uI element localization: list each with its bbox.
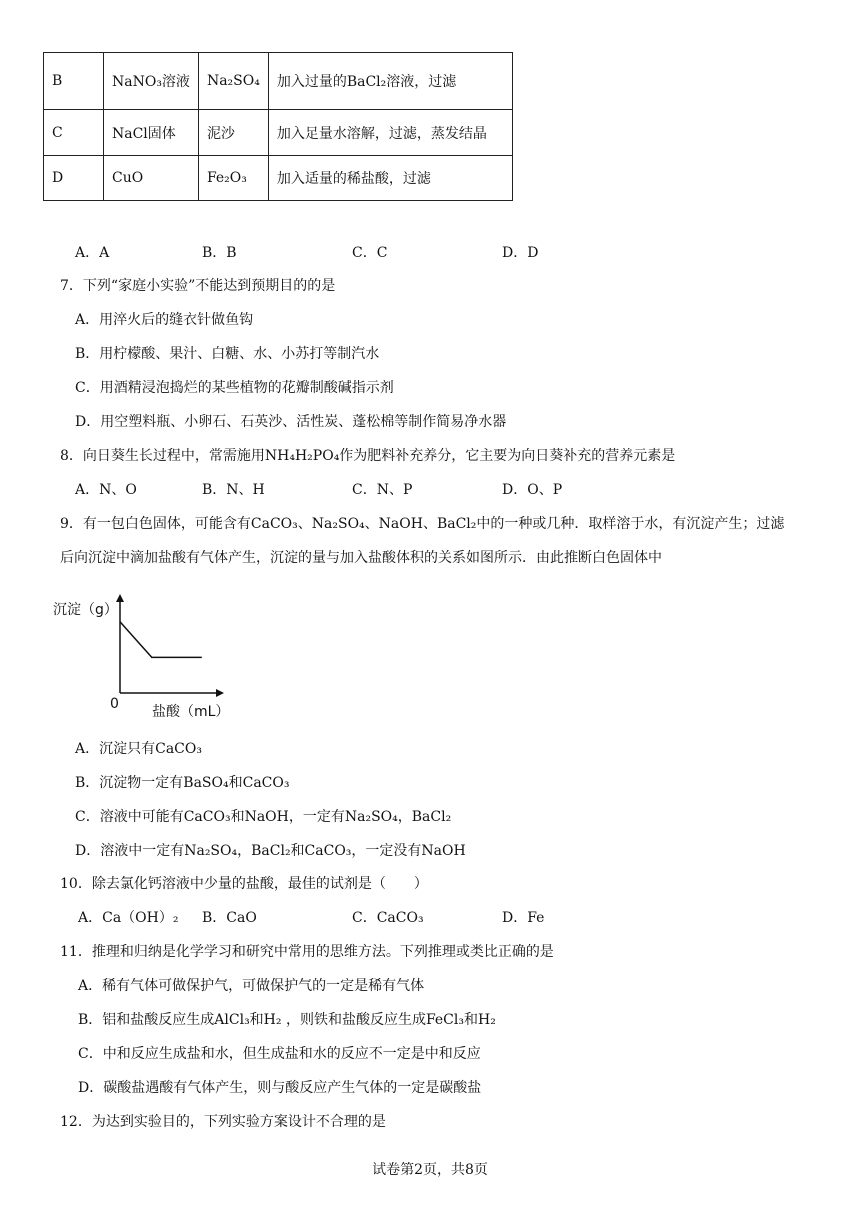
q8-option-d[interactable]: D．O、P <box>502 482 563 498</box>
q11-option-c[interactable]: C．中和反应生成盐和水，但生成盐和水的反应不一定是中和反应 <box>78 1046 481 1062</box>
q7-option-d[interactable]: D．用空塑料瓶、小卵石、石英沙、活性炭、蓬松棉等制作简易净水器 <box>75 414 507 430</box>
q8-option-b[interactable]: B．N、H <box>202 482 265 498</box>
row-id: D <box>44 156 104 201</box>
y-axis-label: 沉淀（g） <box>53 602 118 618</box>
table-row <box>44 53 513 110</box>
q9-option-c[interactable]: C．溶液中可能有CaCO₃和NaOH，一定有Na₂SO₄，BaCl₂ <box>75 809 452 825</box>
q10-option-b[interactable]: B．CaO <box>202 910 257 926</box>
row-impurity: Na₂SO₄ <box>198 53 268 110</box>
page-footer: 试卷第2页，共8页 <box>372 1162 488 1178</box>
row-substance: CuO <box>104 156 199 201</box>
q8-option-a[interactable]: A．N、O <box>75 482 137 498</box>
q6-option-a[interactable]: A．A <box>75 245 110 261</box>
row-id: C <box>44 110 104 156</box>
row-method: 加入足量水溶解，过滤，蒸发结晶 <box>268 110 512 156</box>
row-substance: NaNO₃溶液 <box>104 53 199 110</box>
series-group <box>120 622 202 658</box>
q8-stem: 8．向日葵生长过程中，常需施用NH₄H₂PO₄作为肥料补充养分，它主要为向日葵补充的营养元素是 <box>60 448 676 464</box>
q11-stem: 11．推理和归纳是化学学习和研究中常用的思维方法。下列推理或类比正确的是 <box>60 944 554 960</box>
q9-stem-line1: 9．有一包白色固体，可能含有CaCO₃、Na₂SO₄、NaOH、BaCl₂中的一种或几种．取样溶于水，有沉淀产生；过滤 <box>60 516 785 532</box>
q9-option-b[interactable]: B．沉淀物一定有BaSO₄和CaCO₃ <box>75 775 290 791</box>
q9-option-a[interactable]: A．沉淀只有CaCO₃ <box>75 741 202 757</box>
q7-option-c[interactable]: C．用酒精浸泡捣烂的某些植物的花瓣制酸碱指示剂 <box>75 380 394 396</box>
row-method: 加入过量的BaCl₂溶液，过滤 <box>268 53 512 110</box>
options-table <box>43 52 513 201</box>
table-row <box>44 156 513 201</box>
q7-option-a[interactable]: A．用淬火后的缝衣针做鱼钩 <box>75 312 254 328</box>
q6-option-d[interactable]: D．D <box>502 245 539 261</box>
q7-stem: 7．下列“家庭小实验”不能达到预期目的的是 <box>60 278 336 294</box>
row-impurity: 泥沙 <box>198 110 268 156</box>
precipitate-vs-hcl-chart <box>48 590 248 725</box>
q10-stem: 10．除去氯化钙溶液中少量的盐酸，最佳的试剂是（ ） <box>60 876 428 892</box>
q11-option-d[interactable]: D．碳酸盐遇酸有气体产生，则与酸反应产生气体的一定是碳酸盐 <box>78 1080 482 1096</box>
q10-option-c[interactable]: C．CaCO₃ <box>352 910 424 926</box>
q9-option-d[interactable]: D．溶液中一定有Na₂SO₄，BaCl₂和CaCO₃，一定没有NaOH <box>75 843 466 859</box>
origin-label: 0 <box>110 696 119 712</box>
row-id: B <box>44 53 104 110</box>
q11-option-b[interactable]: B．铝和盐酸反应生成AlCl₃和H₂ ，则铁和盐酸反应生成FeCl₃和H₂ <box>78 1012 496 1028</box>
q6-option-c[interactable]: C．C <box>352 245 388 261</box>
series-line-0 <box>120 622 202 658</box>
q8-option-c[interactable]: C．N、P <box>352 482 413 498</box>
q9-stem-line2: 后向沉淀中滴加盐酸有气体产生，沉淀的量与加入盐酸体积的关系如图所示．由此推断白色固体中 <box>60 550 662 566</box>
q10-option-a[interactable]: A．Ca（OH）₂ <box>78 910 179 926</box>
q11-option-a[interactable]: A．稀有气体可做保护气，可做保护气的一定是稀有气体 <box>78 978 425 994</box>
table-row <box>44 110 513 156</box>
q12-stem: 12．为达到实验目的，下列实验方案设计不合理的是 <box>60 1114 386 1130</box>
x-axis-label: 盐酸（mL） <box>152 704 230 720</box>
row-substance: NaCl固体 <box>104 110 199 156</box>
q6-option-b[interactable]: B．B <box>202 245 237 261</box>
q10-option-d[interactable]: D．Fe <box>502 910 545 926</box>
row-impurity: Fe₂O₃ <box>198 156 268 201</box>
row-method: 加入适量的稀盐酸，过滤 <box>268 156 512 201</box>
q7-option-b[interactable]: B．用柠檬酸、果汁、白糖、水、小苏打等制汽水 <box>75 346 380 362</box>
